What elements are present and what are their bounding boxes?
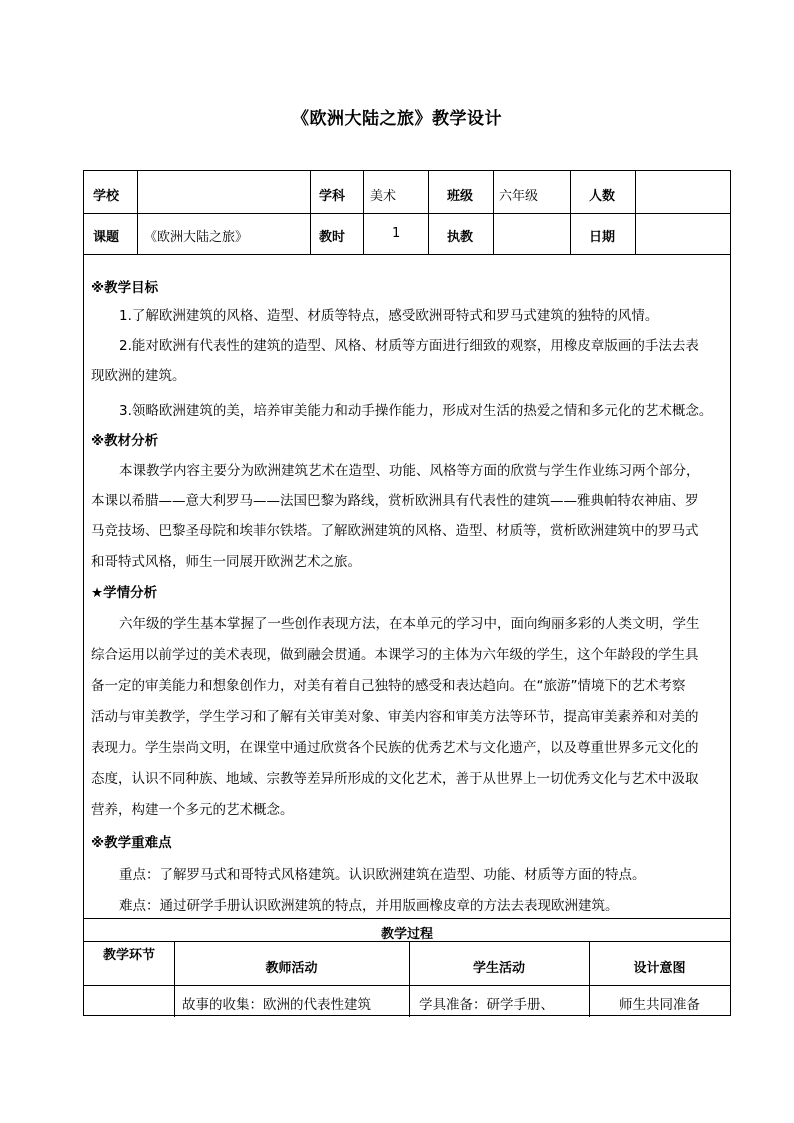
key-point: 重点：了解罗马式和哥特式风格建筑。认识欧洲建筑在造型、功能、材质等方面的特点。 xyxy=(119,867,646,883)
teacher-label: 执教 xyxy=(447,230,474,245)
material-line: 马竞技场、巴黎圣母院和埃菲尔铁塔。了解欧洲建筑的风格、造型、材质等，赏析欧洲建筑中的罗马式 xyxy=(91,523,699,539)
class-label: 班级 xyxy=(447,189,474,204)
count-label: 人数 xyxy=(589,189,616,204)
rule xyxy=(310,171,311,254)
col-intent: 设计意图 xyxy=(633,961,686,976)
objective-2-line1: 2.能对欧洲有代表性的建筑的造型、风格、材质等方面进行细致的观察，用橡皮章版画的手法去表 xyxy=(119,338,699,354)
subject-value: 美术 xyxy=(370,189,397,204)
hours-label: 教时 xyxy=(319,230,346,245)
col-teacher: 教师活动 xyxy=(265,961,318,976)
objective-3: 3.领略欧洲建筑的美，培养审美能力和动手操作能力，形成对生活的热爱之情和多元化的艺术概念。 xyxy=(119,403,713,419)
rule xyxy=(84,254,730,255)
rule xyxy=(137,171,138,254)
row1-teacher: 故事的收集：欧洲的代表性建筑 xyxy=(182,997,371,1013)
school-label: 学校 xyxy=(93,189,120,204)
students-line: 活动与审美教学，学生学习和了解有关审美对象、审美内容和审美方法等环节，提高审美素养和对美的 xyxy=(91,709,699,725)
col-stage: 教学环节 xyxy=(102,948,155,963)
students-line: 态度，认识不同种族、地域、宗教等差异所形成的文化艺术，善于从世界上一切优秀文化与艺术中汲取 xyxy=(91,771,699,787)
row1-student: 学具准备：研学手册、 xyxy=(419,997,554,1013)
material-line: 本课以希腊——意大利罗马——法国巴黎为路线，赏析欧洲具有代表性的建筑——雅典帕特农神庙、罗 xyxy=(91,493,699,509)
hours-value: 1 xyxy=(392,226,401,241)
objective-2-line2: 现欧洲的建筑。 xyxy=(91,368,186,384)
topic-label: 课题 xyxy=(93,230,120,245)
class-value: 六年级 xyxy=(499,189,539,204)
rule xyxy=(363,171,364,254)
rule xyxy=(635,171,636,254)
rule xyxy=(409,941,410,1017)
rule xyxy=(570,171,571,254)
col-student: 学生活动 xyxy=(472,961,525,976)
rule xyxy=(84,213,730,214)
material-heading: ※教材分析 xyxy=(91,433,159,449)
difficult-point: 难点：通过研学手册认识欧洲建筑的特点，并用版画橡皮章的方法去表现欧洲建筑。 xyxy=(119,898,619,914)
students-line: 备一定的审美能力和想象创作力，对美有着自己独特的感受和表达趋向。在“旅游”情境下的艺术考察 xyxy=(91,678,686,694)
process-heading: 教学过程 xyxy=(380,927,433,942)
objective-1: 1.了解欧洲建筑的风格、造型、材质等特点，感受欧洲哥特式和罗马式建筑的独特的风情。 xyxy=(119,308,659,324)
lesson-plan-table xyxy=(83,170,731,1016)
document-title: 《欧洲大陆之旅》教学设计 xyxy=(292,109,502,129)
rule xyxy=(493,171,494,254)
rule xyxy=(428,171,429,254)
students-line: 营养，构建一个多元的艺术概念。 xyxy=(91,802,294,818)
rule xyxy=(174,941,175,1017)
date-label: 日期 xyxy=(589,230,616,245)
students-heading: ★学情分析 xyxy=(91,585,158,601)
rule xyxy=(84,985,730,986)
subject-label: 学科 xyxy=(319,189,346,204)
keypoints-heading: ※教学重难点 xyxy=(91,835,172,851)
rule xyxy=(84,918,730,919)
students-line: 综合运用以前学过的美术表现，做到融会贯通。本课学习的主体为六年级的学生，这个年龄段的学生具 xyxy=(91,647,699,663)
topic-value: 《欧洲大陆之旅》 xyxy=(144,230,249,245)
material-line: 和哥特式风格，师生一同展开欧洲艺术之旅。 xyxy=(91,554,361,570)
row1-intent: 师生共同准备 xyxy=(619,997,700,1013)
students-line: 表现力。学生崇尚文明，在课堂中通过欣赏各个民族的优秀艺术与文化遗产，以及尊重世界多元文化的 xyxy=(91,740,699,756)
students-line: 六年级的学生基本掌握了一些创作表现方法，在本单元的学习中，面向绚丽多彩的人类文明，学生 xyxy=(119,616,700,632)
objectives-heading: ※教学目标 xyxy=(91,280,159,296)
material-line: 本课教学内容主要分为欧洲建筑艺术在造型、功能、风格等方面的欣赏与学生作业练习两个部分， xyxy=(119,463,700,479)
